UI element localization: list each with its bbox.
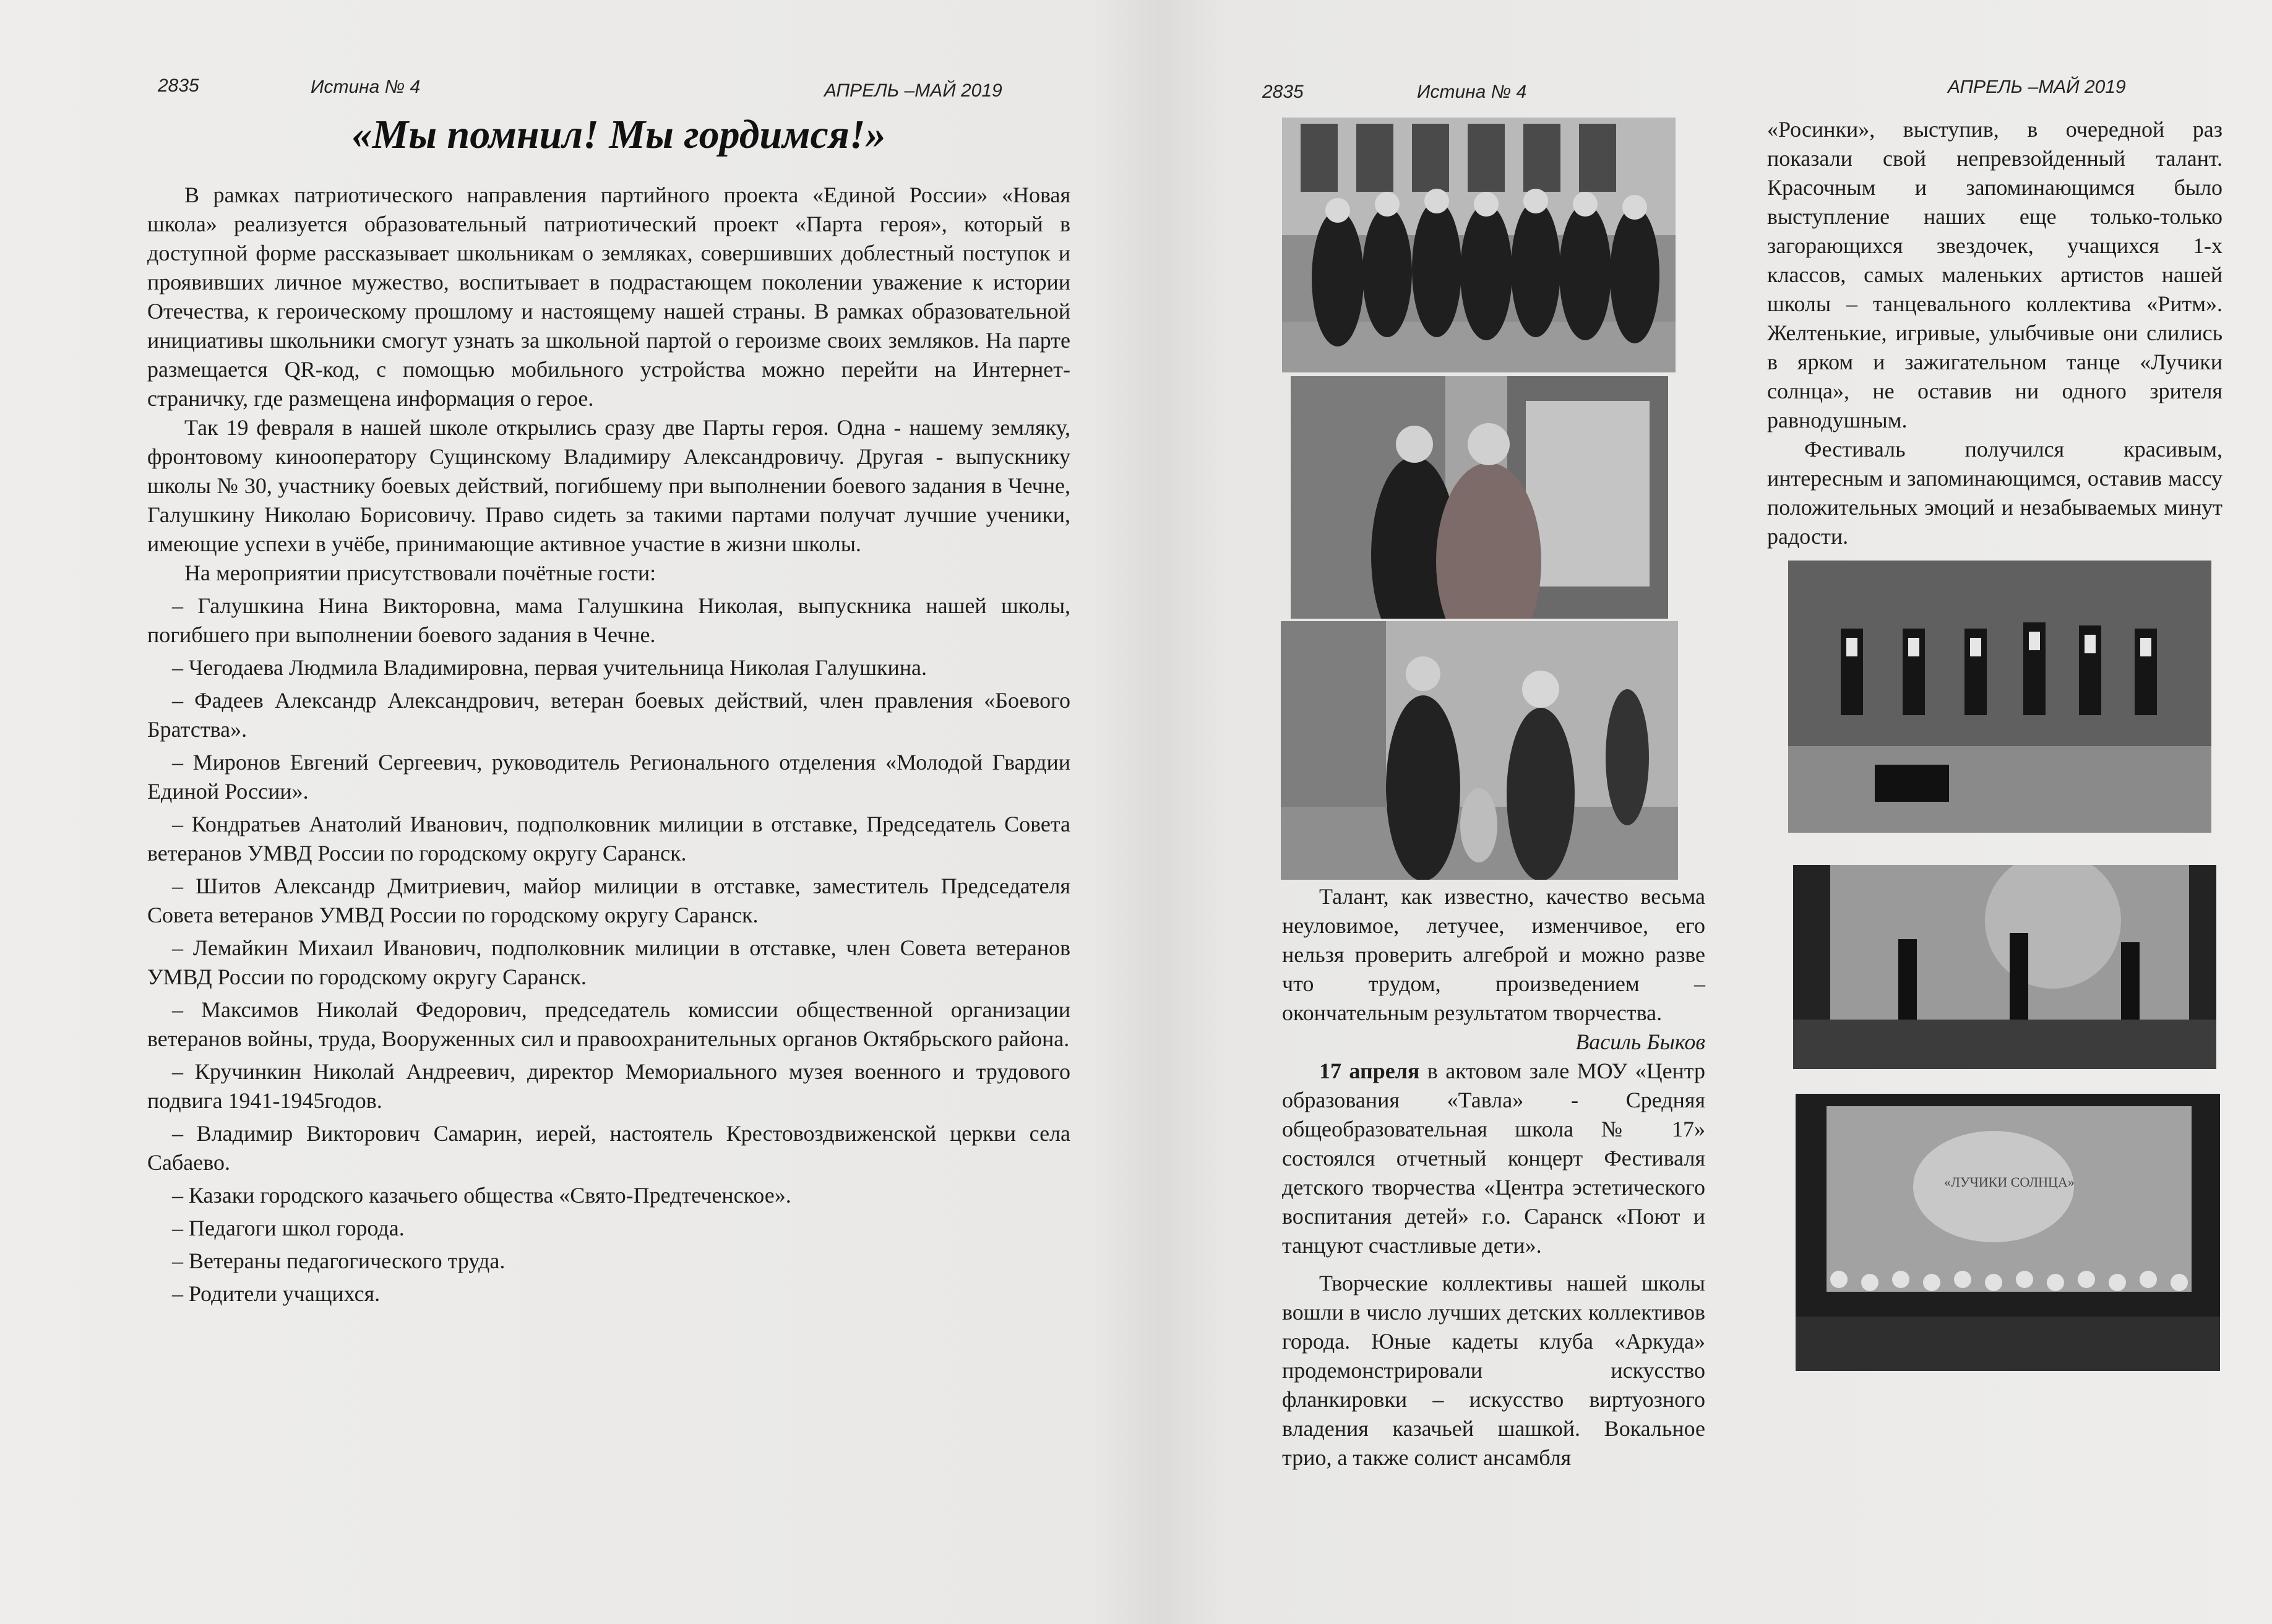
epigraph-author: Василь Быков [1575,1029,1705,1054]
list-item: – Максимов Николай Федорович, председатель комиссии общественной организации ветеранов войны, труда, Вооруженных сил и правоохранительных органов Октябрьского района. [147,997,1070,1051]
photo-stage-singers [1793,865,2216,1069]
list-item: – Шитов Александр Дмитриевич, майор милиции в отставке, заместитель Председателя Совета ветеранов УМВД России по городскому округу Саранск. [147,874,1070,927]
collectives-paragraph: Творческие коллективы нашей школы вошли в число лучших детских коллективов города. Юные кадеты клуба «Аркуда» продемонстрировали искусство фланкировки – искусство виртуозного владения казачьей шашкой. Вокальное трио, а также солист ансамбля [1282,1271,1705,1470]
photo-two-women [1291,376,1668,619]
right-issue-label: Истина № 4 [1417,82,1527,102]
list-item: – Галушкина Нина Викторовна, мама Галушкина Николая, выпускника нашей школы, погибшего при выполнении боевого задания в Чечне. [147,593,1070,647]
list-item: – Родители учащихся. [172,1281,381,1306]
stage-banner-text: «ЛУЧИКИ СОЛНЦА» [1944,1174,2075,1190]
list-item: – Кондратьев Анатолий Иванович, подполковник милиции в отставке, Председатель Совета ветеранов УМВД России по городскому округу Саранск. [147,812,1070,866]
festival-conclusion: Фестиваль получился красивым, интересным и запоминающимся, оставив массу положительных эмоций и незабываемых минут радости. [1767,437,2223,549]
guest-list [147,591,1070,1308]
list-item: – Казаки городского казачьего общества «Свято-Предтеченское». [172,1183,791,1208]
list-item: – Кручинкин Николай Андреевич, директор Мемориального музея военного и трудового подвига 1941-1945годов. [147,1059,1070,1113]
concert-paragraph [1282,1057,1705,1260]
right-left-column [1282,882,1705,1472]
guests-heading: На мероприятии присутствовали почётные гости: [184,561,656,585]
list-item: – Педагоги школ города. [172,1216,405,1240]
concert-date: 17 апреля [1319,1059,1420,1083]
right-right-column [1767,115,2223,551]
list-item: – Лемайкин Михаил Иванович, подполковник милиции в отставке, член Совета ветеранов УМВД России по городскому округу Саранск. [147,935,1070,989]
list-item: – Миронов Евгений Сергеевич, руководитель Регионального отделения «Молодой Гвардии Единой России». [147,750,1070,804]
article-title: «Мы помнил! Мы гордимся!» [351,112,886,157]
rosinki-paragraph: «Росинки», выступив, в очередной раз показали свой непревзойденный талант. Красочным и запоминающимся было выступление наших еще только-только загорающихся звездочек, учащихся 1-х классов, самых маленьких артистов нашей школы – танцевального коллектива «Ритм». Желтенькие, игривые, улыбчивые они слились в ярком и зажигательном танце «Лучики солнца», не оставив ни одного зрителя равнодушным. [1767,117,2223,432]
list-item: – Фадеев Александр Александрович, ветеран боевых действий, член правления «Боевого Братства». [147,688,1070,742]
list-item: – Ветераны педагогического труда. [172,1248,506,1273]
epigraph: Талант, как известно, качество весьма неуловимое, летучее, изменчивое, его нельзя проверить алгеброй и можно разве что трудом, произведением – окончательным результатом творчества. [1282,884,1705,1025]
concert-text: в актовом зале МОУ «Центр образования «Тавла» - Средняя общеобразовательная школа № 17» состоялся отчетный концерт Фестиваля детского творчества «Центра эстетического воспитания детей» г.о. Саранск «Поют и танцуют счастливые дети». [1282,1059,1705,1258]
photo-group-waving [1282,118,1676,372]
list-item: – Чегодаева Людмила Владимировна, первая учительница Николая Галушкина. [172,655,927,680]
desks-paragraph: Так 19 февраля в нашей школе открылись сразу две Парты героя. Одна - нашему земляку, фронтовому кинооператору Сущинскому Владимиру Александровичу. Другая - выпускнику школы № 30, участнику боевых действий, погибшему при выполнении боевого задания в Чечне, Галушкину Николаю Борисовичу. Право сидеть за такими партами получат лучшие ученики, имеющие успехи в учёбе, принимающие активное участие в жизни школы. [147,415,1070,556]
photo-stage-dancers [1796,1094,2220,1371]
right-page-number: 2835 [1262,82,1304,102]
left-issue-label: Истина № 4 [311,77,421,97]
photo-stage-cadets [1788,561,2211,833]
photo-outdoors-child [1281,621,1678,880]
left-page-number: 2835 [158,75,199,96]
intro-paragraph: В рамках патриотического направления партийного проекта «Единой России» «Новая школа» реализуется образовательный патриотический проект «Парта героя», который в доступной форме рассказывает школьникам о земляках, совершивших доблестный поступок и проявивших личное мужество, воспитывает в подрастающем поколении уважение к истории Отечества, к героическому прошлому и настоящему нашей страны. В рамках образовательной инициативы школьники смогут узнать за школьной партой о героизме своих земляков. На парте размещается QR-код, с помощью мобильного устройства можно перейти на Интернет-страничку, где размещена информация о герое. [147,183,1070,411]
left-date-label: АПРЕЛЬ –МАЙ 2019 [824,80,1002,101]
list-item: – Владимир Викторович Самарин, иерей, настоятель Крестовоздвиженской церкви села Сабаево. [147,1121,1070,1175]
right-date-label: АПРЕЛЬ –МАЙ 2019 [1948,77,2126,97]
left-article-body [147,181,1070,1308]
